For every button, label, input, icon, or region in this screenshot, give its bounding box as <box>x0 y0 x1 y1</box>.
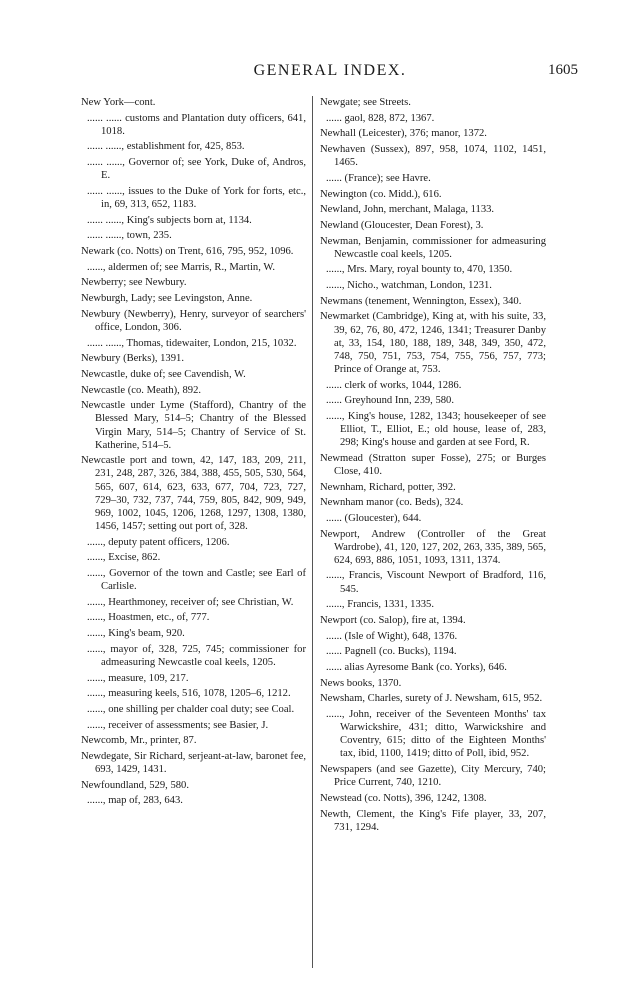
index-entry: ...... (Gloucester), 644. <box>326 512 422 524</box>
index-entry: Newbury (Berks), 1391. <box>81 353 184 365</box>
index-entry: Newhaven (Sussex), 897, 958, 1074, 1102, 1451, 1465. <box>320 144 546 169</box>
index-entry: ...... (Isle of Wight), 648, 1376. <box>326 630 458 642</box>
index-entry: Newmans (tenement, Wennington, Essex), 340. <box>320 295 522 307</box>
page-number: 1605 <box>548 62 578 78</box>
index-entry: New York—cont. <box>81 97 156 108</box>
index-entry: Newth, Clement, the King's Fife player, 33, 207, 731, 1294. <box>320 808 546 833</box>
page-title: GENERAL INDEX. <box>253 62 407 79</box>
index-entry: Newbury (Newberry), Henry, surveyor of searchers' office, London, 306. <box>81 308 306 333</box>
index-entry: Newmead (Stratton super Fosse), 275; or Burges Close, 410. <box>320 452 546 477</box>
index-entry: ......, Excise, 862. <box>87 552 161 564</box>
index-entry: ......, aldermen of; see Marris, R., Martin, W. <box>87 261 276 273</box>
index-entry: ......, Francis, 1331, 1335. <box>326 599 434 611</box>
index-entry: Newark (co. Notts) on Trent, 616, 795, 952, 1096. <box>81 246 294 258</box>
index-entry: Newport, Andrew (Controller of the Great Wardrobe), 41, 120, 127, 202, 263, 335, 389, 565, 624, 693, 886, 1051, 1093, 1311, 1374. <box>320 528 546 566</box>
index-entry: Newnham manor (co. Beds), 324. <box>320 497 464 509</box>
index-entry: Newcastle (co. Meath), 892. <box>81 384 202 396</box>
index-entry: Newnham, Richard, potter, 392. <box>320 481 456 493</box>
index-entry: Newcomb, Mr., printer, 87. <box>81 735 197 747</box>
index-entry: Newfoundland, 529, 580. <box>81 779 189 791</box>
index-entry: ...... clerk of works, 1044, 1286. <box>326 379 462 391</box>
index-entry: ......, King's beam, 920. <box>87 628 185 640</box>
index-entry: ...... ......, Thomas, tidewaiter, London, 215, 1032. <box>87 337 297 349</box>
index-entry: Newcastle, duke of; see Cavendish, W. <box>81 369 246 380</box>
index-entry: ...... ......, Governor of; see York, Duke of, Andros, E. <box>87 157 306 182</box>
right-column <box>320 96 546 836</box>
index-entry: News books, 1370. <box>320 677 402 689</box>
index-entry: ......, deputy patent officers, 1206. <box>87 536 230 548</box>
index-entry: Newgate; see Streets. <box>320 97 411 108</box>
index-entry: Newdegate, Sir Richard, serjeant-at-law, baronet fee, 693, 1429, 1431. <box>81 750 306 776</box>
running-header <box>80 62 580 86</box>
index-entry: Newstead (co. Notts), 396, 1242, 1308. <box>320 792 487 804</box>
index-entry: ...... alias Ayresome Bank (co. Yorks), 646. <box>326 662 507 673</box>
index-entry: ......, Hearthmoney, receiver of; see Christian, W. <box>87 596 294 608</box>
index-entry: ......, Francis, Viscount Newport of Bradford, 116, 545. <box>326 570 546 595</box>
index-entry: Newspapers (and see Gazette), City Mercury, 740; Price Current, 740, 1210. <box>320 764 546 789</box>
index-entry: Newman, Benjamin, commissioner for admeasuring Newcastle coal keels, 1205. <box>320 235 546 260</box>
index-entry: Newberry; see Newbury. <box>81 277 187 289</box>
index-entry: ...... ......, King's subjects born at, 1134. <box>87 214 252 226</box>
index-entry: ......, mayor of, 328, 725, 745; commissioner for admeasuring Newcastle coal keels, 1205. <box>87 643 306 668</box>
index-entry: ......, Hoastmen, etc., of, 777. <box>87 612 210 624</box>
index-entry: ...... ......, town, 235. <box>87 230 172 242</box>
index-entry: ...... (France); see Havre. <box>326 172 431 184</box>
index-entry: Newsham, Charles, surety of J. Newsham, 615, 952. <box>320 693 543 705</box>
index-entry: Newland, John, merchant, Malaga, 1133. <box>320 204 495 216</box>
index-entry: Newmarket (Cambridge), King at, with his suite, 33, 39, 62, 76, 80, 472, 1246, 1341; Treasurer Danby at, 33, 154, 180, 188, 189, 348, 349, 350, 472, 748, 750, 751, 753, 754, 755, 756, 757, 773; Prince of Orange at, 753. <box>320 311 546 375</box>
index-entry: ......, Governor of the town and Castle; see Earl of Carlisle. <box>87 567 306 592</box>
index-entry: ...... ...... customs and Plantation duty officers, 641, 1018. <box>87 112 306 137</box>
index-entry: Newcastle port and town, 42, 147, 183, 209, 211, 231, 248, 287, 326, 384, 388, 455, 505, 530, 564, 565, 607, 614, 623, 633, 677, 704, 723, 727, 729–30, 732, 737, 744, 759, 805, 842, 909, 949, 969, 1002, 1045, 1206, 1268, 1297, 1308, 1380, 1456, 1457; setting out port of, 328. <box>81 455 306 532</box>
index-entry: ......, measuring keels, 516, 1078, 1205–6, 1212. <box>87 688 291 700</box>
left-column <box>81 96 306 810</box>
index-entry: Newland (Gloucester, Dean Forest), 3. <box>320 219 484 231</box>
index-entry: ......, one shilling per chalder coal duty; see Coal. <box>87 703 295 715</box>
index-entry: ......, Mrs. Mary, royal bounty to, 470, 1350. <box>326 264 513 276</box>
index-entry: Newcastle under Lyme (Stafford), Chantry of the Blessed Mary, 514–5; Chantry of the Blessed Virgin Mary, 514–5; Chantry of Service of St. Katherine, 514–5. <box>81 400 306 451</box>
index-entry: ......, receiver of assessments; see Basier, J. <box>87 719 269 731</box>
index-entry: ...... Pagnell (co. Bucks), 1194. <box>326 646 457 658</box>
index-entry: ......, measure, 109, 217. <box>87 672 189 684</box>
index-entry: Newington (co. Midd.), 616. <box>320 188 442 200</box>
index-entry: Newhall (Leicester), 376; manor, 1372. <box>320 128 487 140</box>
index-entry: ......, John, receiver of the Seventeen Months' tax Warwickshire, 431; ditto, Warwickshire and Coventry, 615; ditto of the Eighteen Months' tax, ibid, 1100, 1419; ditto of Poll, ibid, 952. <box>326 709 546 760</box>
index-entry: ......, map of, 283, 643. <box>87 795 183 807</box>
index-entry: ......, King's house, 1282, 1343; housekeeper of see Elliot, T., Elliot, E.; old house, lease of, 283, 298; King's house and garden at see Ford, R. <box>326 410 546 449</box>
index-entry: ...... gaol, 828, 872, 1367. <box>326 112 435 124</box>
index-entry: ...... ......, issues to the Duke of York for forts, etc., in, 69, 313, 652, 1183. <box>87 185 306 211</box>
index-entry: ...... Greyhound Inn, 239, 580. <box>326 395 454 407</box>
index-entry: Newport (co. Salop), fire at, 1394. <box>320 614 466 626</box>
index-entry: ......, Nicho., watchman, London, 1231. <box>326 280 492 292</box>
column-divider <box>312 96 313 968</box>
index-entry: ...... ......, establishment for, 425, 853. <box>87 141 245 153</box>
index-entry: Newburgh, Lady; see Levingston, Anne. <box>81 293 253 305</box>
